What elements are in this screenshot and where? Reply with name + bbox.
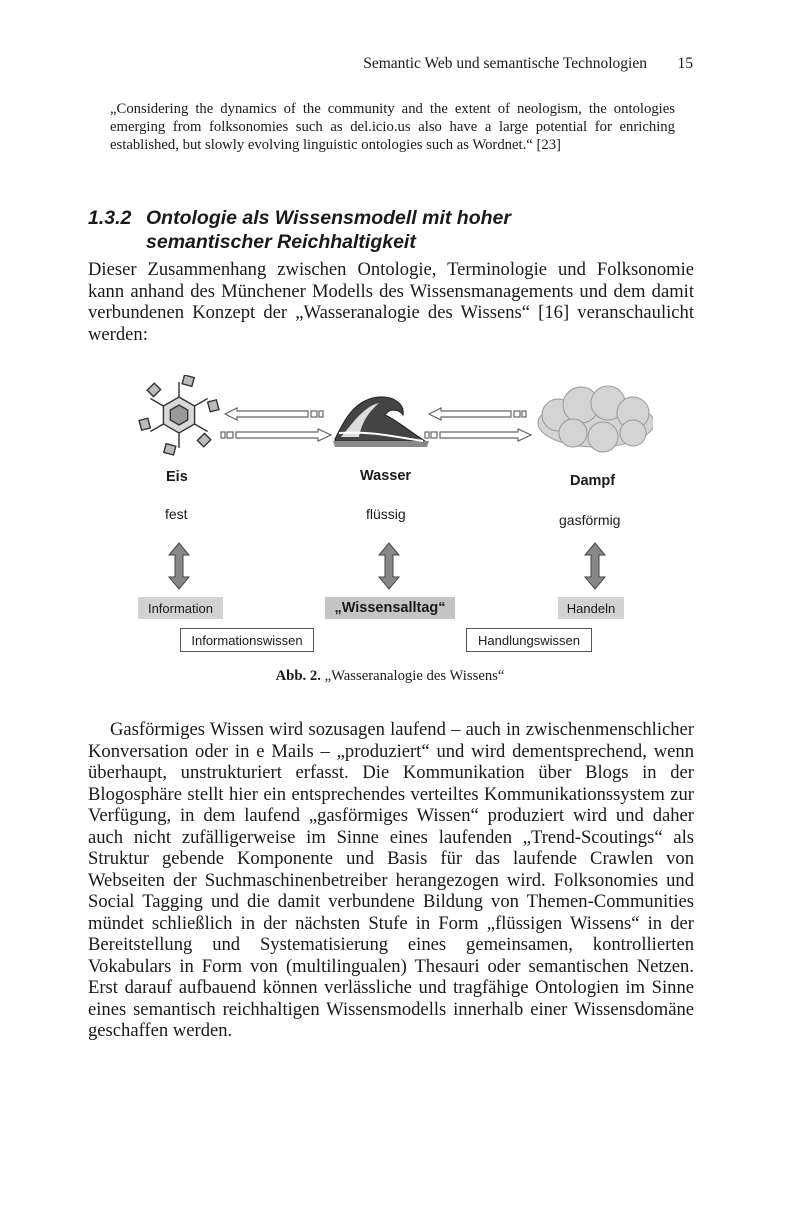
section-title-line1: Ontologie als Wissensmodell mit hoher xyxy=(146,207,511,229)
section-number: 1.3.2 xyxy=(88,207,132,229)
wave-icon xyxy=(333,397,429,447)
block-quote: „Considering the dynamics of the community and the extent of neologism, the ontologies emerging from folksonomies such as del.icio.us also have a large potential for enriching established, but slowly evolving linguistic ontologies such as Wordnet.“ [23] xyxy=(110,101,675,154)
box-information: Information xyxy=(138,597,223,619)
state-steam-label: Dampf xyxy=(570,473,616,489)
figure-caption xyxy=(0,668,780,685)
double-arrow-icon xyxy=(169,543,189,589)
arrow-left-icon xyxy=(429,408,526,420)
snowflake-icon xyxy=(139,375,219,455)
state-ice-sub: fest xyxy=(165,506,188,522)
state-ice-label: Eis xyxy=(166,469,188,485)
water-analogy-figure xyxy=(133,375,653,660)
cloud-icon xyxy=(538,386,653,452)
box-handeln: Handeln xyxy=(558,597,624,619)
box-handlungswissen: Handlungswissen xyxy=(466,628,592,652)
running-header xyxy=(110,55,693,79)
caption-label: Abb. 2. xyxy=(275,668,321,684)
double-arrow-icon xyxy=(379,543,399,589)
state-water-sub: flüssig xyxy=(366,506,406,522)
arrow-right-icon xyxy=(221,429,331,441)
section-heading xyxy=(88,206,708,254)
arrow-right-icon xyxy=(425,429,531,441)
section-title-line2: semantischer Reichhaltigkeit xyxy=(146,231,416,253)
state-water-label: Wasser xyxy=(360,468,412,484)
running-title: Semantic Web und semantische Technologien xyxy=(363,55,647,72)
box-informationswissen: Informationswissen xyxy=(180,628,314,652)
caption-text: „Wasseranalogie des Wissens“ xyxy=(324,668,505,684)
arrow-left-icon xyxy=(225,408,323,420)
paragraph-body: Gasförmiges Wissen wird sozusagen laufend – auch in zwischenmenschlicher Konversation oder in e Mails – „produziert“ und wird dementsprechend, wenn überhaupt, unstrukturiert erfasst. Die Kommunikation über Blogs in der Blogosphäre stellt hier ein entsprechendes verteiltes Kommunikationssystem zur Verfügung, in dem laufend „gasförmiges Wissen“ produziert wird und daher auch nicht zufälligerweise im Sinne eines laufenden „Trend-Scoutings“ als Struktur gebende Komponente und Basis für das laufende Crawlen von Webseiten der Suchmaschinenbetreiber herangezogen wird. Folksonomies und Social Tagging und die damit verbundene Bildung von Themen-Communities mündet schließlich in der nächsten Stufe in Form „flüssigen Wissens“ in der Bereitstellung und Systematisierung eines gemeinsamen, kontrollierten Vokabulars in Form von (multilingualen) Thesauri oder semantischen Netzen. Erst darauf aufbauend können verlässliche und tragfähige Ontologien im Sinne eines semantisch reichhaltigen Wissensmodells innerhalb einer Wissensdomäne geschaffen werden. xyxy=(88,719,694,1041)
state-steam-sub: gasförmig xyxy=(559,512,621,528)
double-arrow-icon xyxy=(585,543,605,589)
box-wissensalltag: „Wissensalltag“ xyxy=(325,597,455,619)
paragraph-intro: Dieser Zusammenhang zwischen Ontologie, Terminologie und Folksonomie kann anhand des Münchener Modells des Wissensmanagements und dem damit verbundenen Konzept der „Wasseranalogie des Wissens“ [16] veranschaulicht werden: xyxy=(88,259,694,345)
page-number: 15 xyxy=(677,55,693,72)
